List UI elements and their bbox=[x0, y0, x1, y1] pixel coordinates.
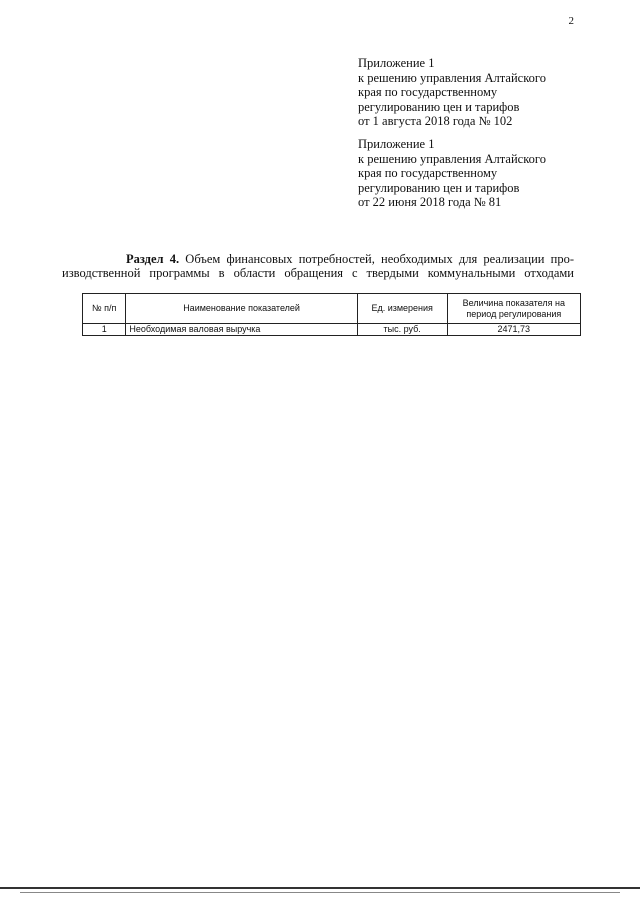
scan-edge-line-thin bbox=[20, 892, 620, 893]
appendix-line: регулированию цен и тарифов bbox=[358, 180, 520, 195]
appendix-line: регулированию цен и тарифов bbox=[358, 99, 520, 114]
header-value: Величина показателя на период регулирования bbox=[447, 294, 580, 324]
header-unit: Ед. измерения bbox=[357, 294, 447, 324]
scan-edge-line bbox=[0, 887, 640, 889]
table-header-row bbox=[83, 294, 581, 324]
appendix-line: к решению управления Алтайского bbox=[358, 151, 546, 166]
header-num: № п/п bbox=[83, 294, 126, 324]
appendix-date: от 1 августа 2018 года № 102 bbox=[358, 114, 513, 129]
row-name: Необходимая валовая выручка bbox=[126, 324, 357, 336]
row-num: 1 bbox=[83, 324, 126, 336]
table-row bbox=[83, 324, 581, 336]
section-title-part-2: изводственной программы в области обращения с твердыми коммунальными отходами bbox=[62, 266, 574, 280]
appendix-title: Приложение 1 bbox=[358, 56, 435, 70]
page-number: 2 bbox=[568, 15, 574, 27]
appendix-title: Приложение 1 bbox=[358, 137, 435, 151]
appendix-line: края по государственному bbox=[358, 85, 498, 100]
appendix-line: края по государственному bbox=[358, 166, 498, 181]
appendix-date: от 22 июня 2018 года № 81 bbox=[358, 195, 502, 210]
row-unit: тыс. руб. bbox=[357, 324, 447, 336]
section-label: Раздел 4. bbox=[126, 252, 180, 266]
row-value: 2471,73 bbox=[447, 324, 580, 336]
appendix-note-previous bbox=[358, 137, 588, 210]
financial-needs-table bbox=[82, 293, 581, 336]
section-heading bbox=[62, 252, 574, 280]
section-heading-line-1 bbox=[62, 252, 574, 266]
header-name: Наименование показателей bbox=[126, 294, 357, 324]
section-title-part-1: Объем финансовых потребностей, необходимых для реализации про- bbox=[185, 252, 574, 266]
appendix-line: к решению управления Алтайского bbox=[358, 70, 546, 85]
appendix-note-current bbox=[358, 56, 588, 129]
